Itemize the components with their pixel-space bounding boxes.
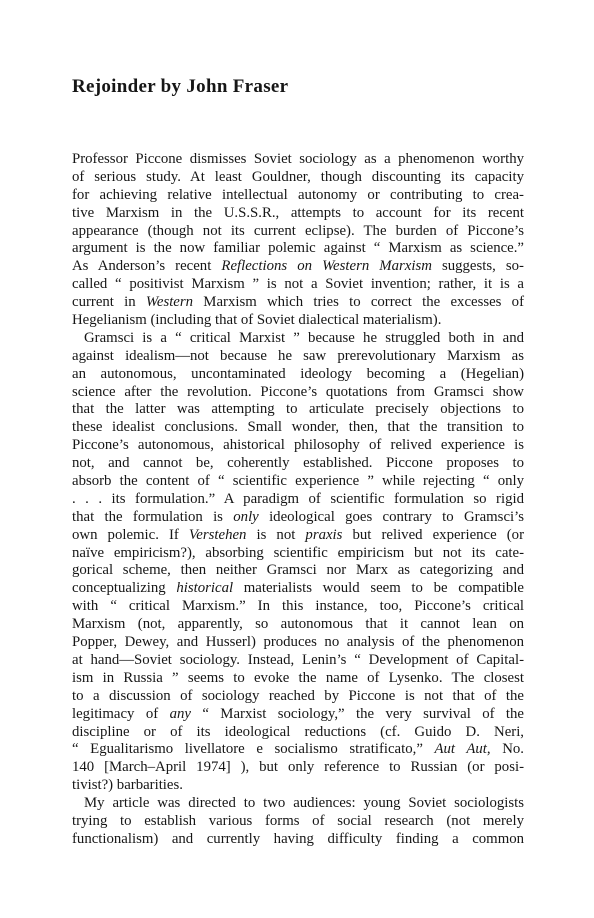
text-line [72, 187, 524, 205]
text-run: for achieving relative intellectual autonomy or contributing to crea- [72, 186, 524, 203]
text-run: naïve empiricism?), absorbing scientific empiricism but not its cate- [72, 544, 524, 561]
text-run: not, and cannot be, coherently established. Piccone proposes to [72, 455, 524, 472]
text-line [72, 205, 524, 223]
text-line [72, 616, 524, 634]
text-line [72, 151, 524, 169]
text-line [72, 831, 524, 849]
text-run: Piccone’s autonomous, ahistorical philosophy of relived experience is [72, 437, 524, 454]
text-line [72, 348, 524, 366]
text-run: Hegelianism (including that of Soviet dialectical materialism). [72, 312, 442, 329]
text-run: Professor Piccone dismisses Soviet sociology as a phenomenon worthy [72, 151, 524, 167]
text-line [72, 276, 524, 294]
text-line [72, 509, 524, 527]
text-line [72, 634, 524, 652]
italic-text: praxis [305, 526, 343, 543]
text-line [72, 724, 524, 742]
text-line [72, 777, 524, 795]
text-run: own polemic. If [72, 526, 189, 543]
text-line [72, 455, 524, 473]
text-line [72, 527, 524, 545]
text-line [72, 312, 524, 330]
text-line [72, 384, 524, 402]
text-run: science after the revolution. Piccone’s quotations from Gramsci show [72, 383, 524, 400]
text-run: Marxism (not, apparently, so autonomous that it cannot lean on [72, 616, 524, 633]
text-run: that the formulation is [72, 508, 234, 525]
text-run: “ Egualitarismo livellatore e socialismo stratificato,” [72, 741, 435, 758]
text-line [72, 366, 524, 384]
text-run: with “ critical Marxism.” In this instance, too, Piccone’s critical [72, 598, 524, 615]
italic-text: Aut Aut [434, 741, 487, 758]
text-run: ism in Russia ” seems to evoke the name of Lysenko. The closest [72, 669, 524, 686]
text-run: called “ positivist Marxism ” is not a Soviet invention; rather, it is a [72, 276, 524, 293]
text-line [72, 545, 524, 563]
text-line [72, 580, 524, 598]
text-line [72, 813, 524, 831]
text-line [72, 240, 524, 258]
italic-text: Reflections on Western Marxism [221, 258, 432, 275]
text-run: . . . its formulation.” A paradigm of scientific formulation so rigid [72, 490, 524, 507]
article-title: Rejoinder by John Fraser [72, 76, 289, 97]
text-run: As Anderson’s recent [72, 258, 222, 275]
text-run: that the latter was attempting to articulate precisely objections to [72, 401, 524, 418]
text-run: 140 [March–April 1974] ), but only reference to Russian (or posi- [72, 759, 524, 776]
text-line [72, 741, 524, 759]
text-run: Marxism which tries to correct the excesses of [193, 294, 524, 311]
text-line [72, 491, 524, 509]
text-line [72, 598, 524, 616]
text-run: tive Marxism in the U.S.S.R., attempts to account for its recent [72, 204, 524, 221]
text-run: functionalism) and currently having difficulty finding a common [72, 830, 524, 847]
text-line [72, 795, 524, 813]
text-run: , No. [486, 741, 524, 758]
text-line [72, 688, 524, 706]
text-run: conceptualizing [72, 580, 177, 597]
text-run: Gramsci is a “ critical Marxist ” because he struggled both in and [84, 329, 524, 346]
text-line [72, 419, 524, 437]
text-line [72, 706, 524, 724]
text-run: appearance (though not its current eclipse). The burden of Piccone’s [72, 222, 524, 239]
text-run: current in [72, 294, 146, 311]
text-run: trying to establish various forms of social research (not merely [72, 812, 524, 829]
text-run: tivist?) barbarities. [72, 777, 183, 794]
italic-text: any [169, 705, 191, 722]
italic-text: historical [176, 580, 234, 597]
text-line [72, 759, 524, 777]
text-line [72, 258, 524, 276]
text-line [72, 437, 524, 455]
text-run: to a discussion of sociology reached by Piccone is not that of the [72, 687, 524, 704]
text-run: discipline or of its ideological reductions (cf. Guido D. Neri, [72, 723, 524, 740]
text-run: Popper, Dewey, and Husserl) produces no analysis of the phenomenon [72, 634, 524, 651]
text-run: these idealist conclusions. Small wonder, then, that the transition to [72, 419, 524, 436]
article-body [72, 151, 524, 849]
text-line [72, 473, 524, 491]
text-run: ideological goes contrary to Gramsci’s [258, 508, 524, 525]
text-line [72, 652, 524, 670]
text-line [72, 294, 524, 312]
italic-text: only [233, 508, 259, 525]
text-run: legitimacy of [72, 705, 170, 722]
text-run: absorb the content of “ scientific experience ” while rejecting “ only [72, 473, 524, 490]
text-run: an autonomous, uncontaminated ideology becoming a (Hegelian) [72, 365, 524, 382]
text-run: of serious study. At least Gouldner, though discounting its capacity [72, 168, 524, 185]
paragraph [72, 795, 524, 849]
text-line [72, 562, 524, 580]
italic-text: Verstehen [188, 526, 247, 543]
text-line [72, 223, 524, 241]
text-line [72, 169, 524, 187]
text-run: is not [246, 526, 306, 543]
text-run: materialists would seem to be compatible [233, 580, 524, 597]
text-run: “ Marxist sociology,” the very survival of the [190, 705, 524, 722]
paragraph [72, 151, 524, 330]
text-line [72, 330, 524, 348]
italic-text: Western [145, 294, 194, 311]
text-line [72, 401, 524, 419]
text-run: against idealism—not because he saw prerevolutionary Marxism as [72, 347, 524, 364]
text-run: gorical scheme, then neither Gramsci nor Marx as categorizing and [72, 562, 524, 579]
text-line [72, 670, 524, 688]
text-run: My article was directed to two audiences: young Soviet sociologists [84, 795, 524, 812]
text-run: but relived experience (or [342, 526, 524, 543]
text-run: at hand—Soviet sociology. Instead, Lenin’s “ Development of Capital- [72, 651, 524, 668]
paragraph [72, 330, 524, 795]
text-run: argument is the now familiar polemic against “ Marxism as science.” [72, 240, 524, 257]
text-run: suggests, so- [431, 258, 524, 275]
